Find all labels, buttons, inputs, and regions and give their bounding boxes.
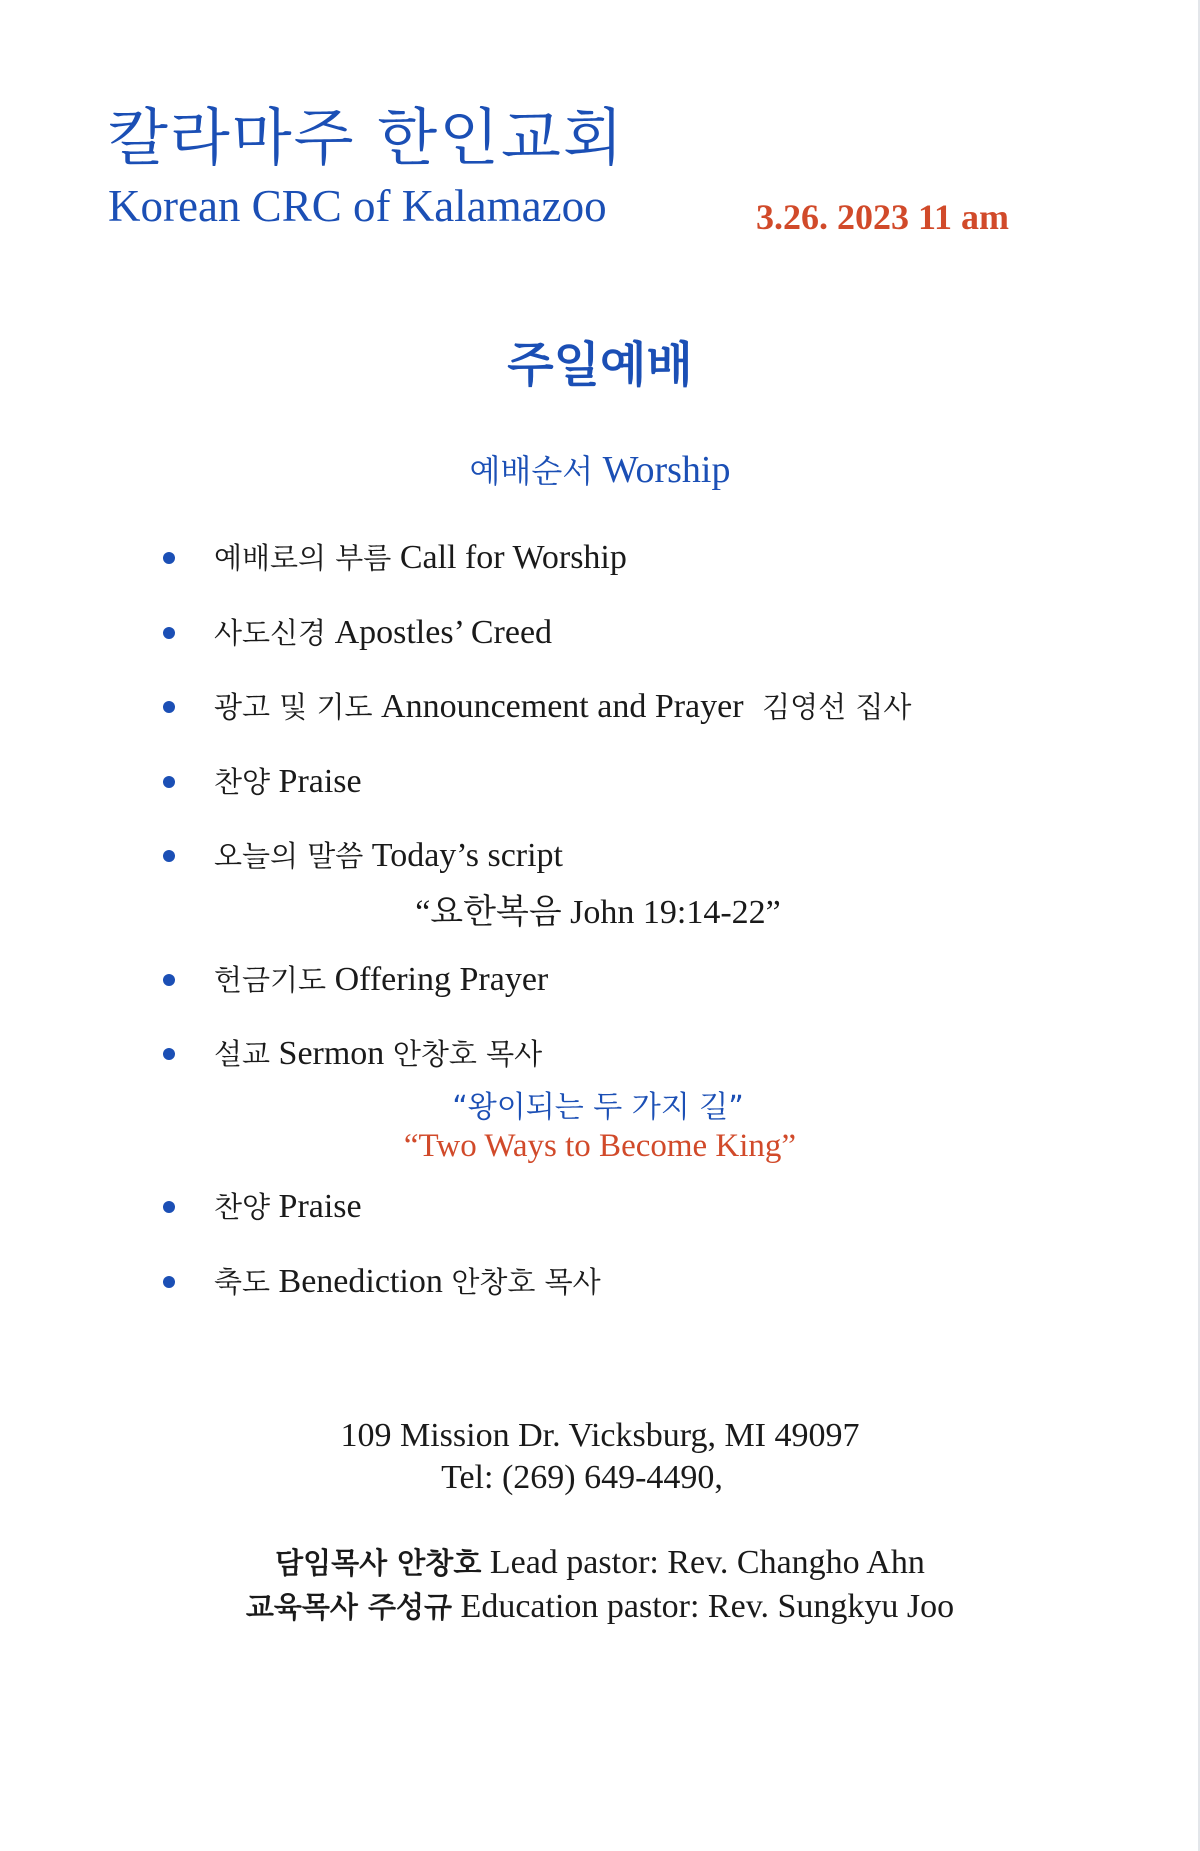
bullet-icon	[163, 1048, 175, 1060]
item-label-korean: 사도신경	[214, 616, 327, 650]
service-date-time: 3.26. 2023 11 am	[756, 197, 1010, 237]
item-label-english: Praise	[278, 1188, 362, 1225]
church-address: 109 Mission Dr. Vicksburg, MI 49097	[340, 1417, 860, 1454]
item-label-english: Offering Prayer	[334, 961, 549, 998]
list-item-apostles-creed	[214, 611, 552, 652]
item-label-korean: 예배로의 부름	[214, 541, 392, 575]
list-item-offering-prayer	[214, 958, 548, 999]
bullet-icon	[163, 1276, 175, 1288]
education-pastor-english: Education pastor: Rev. Sungkyu Joo	[460, 1588, 955, 1625]
list-item-benediction	[214, 1260, 601, 1301]
item-label-korean: 광고 및 기도	[214, 690, 373, 724]
item-label-english: Benediction	[278, 1263, 443, 1300]
list-item-todays-script	[214, 834, 563, 875]
list-item-sermon	[214, 1032, 542, 1073]
sermon-title-english: “Two Ways to Become King”	[403, 1128, 797, 1164]
item-label-english: Apostles’ Creed	[334, 614, 553, 651]
item-label-english: Today’s script	[371, 837, 563, 874]
item-label-korean: 헌금기도	[214, 963, 327, 997]
bullet-icon	[163, 1201, 175, 1213]
church-name-korean: 칼라마주 한인교회	[108, 101, 625, 174]
lead-pastor-korean: 담임목사 안창호	[275, 1546, 482, 1580]
bullet-icon	[163, 701, 175, 713]
lead-pastor-line	[0, 1541, 1200, 1582]
lead-pastor-english: Lead pastor: Rev. Changho Ahn	[489, 1544, 925, 1581]
bullet-icon	[163, 974, 175, 986]
church-phone: Tel: (269) 649-4490,	[441, 1459, 723, 1496]
bullet-icon	[163, 776, 175, 788]
item-label-english: Call for Worship	[399, 539, 627, 576]
list-item-praise-closing	[214, 1185, 362, 1226]
list-item-announcement-prayer	[214, 685, 911, 726]
item-label-english: Praise	[278, 763, 362, 800]
item-person: 안창호 목사	[392, 1037, 543, 1071]
item-label-korean: 오늘의 말씀	[214, 839, 364, 873]
item-label-english: Announcement and Prayer	[381, 688, 744, 725]
list-item-call-to-worship	[214, 536, 627, 577]
list-item-praise	[214, 760, 362, 801]
service-title: 주일예배	[507, 337, 693, 393]
sermon-title-korean: “왕이되는 두 가지 길”	[452, 1090, 744, 1125]
church-name-english: Korean CRC of Kalamazoo	[108, 181, 607, 231]
education-pastor-korean: 교육목사 주성규	[245, 1590, 453, 1624]
item-label-english: Sermon	[278, 1035, 385, 1072]
item-label-korean: 설교	[214, 1037, 271, 1071]
order-heading-english: Worship	[602, 449, 731, 491]
bullet-icon	[163, 552, 175, 564]
item-label-korean: 축도	[214, 1265, 271, 1299]
item-label-korean: 찬양	[214, 765, 271, 799]
bullet-icon	[163, 850, 175, 862]
scripture-reference: “요한복음 John 19:14-22”	[415, 894, 781, 931]
item-label-korean: 찬양	[214, 1190, 271, 1224]
order-of-worship-heading	[0, 446, 1200, 492]
order-heading-korean: 예배순서	[469, 452, 594, 490]
item-person: 김영선 집사	[762, 690, 912, 724]
item-person: 안창호 목사	[451, 1265, 601, 1299]
education-pastor-line	[0, 1585, 1200, 1626]
bullet-icon	[163, 627, 175, 639]
